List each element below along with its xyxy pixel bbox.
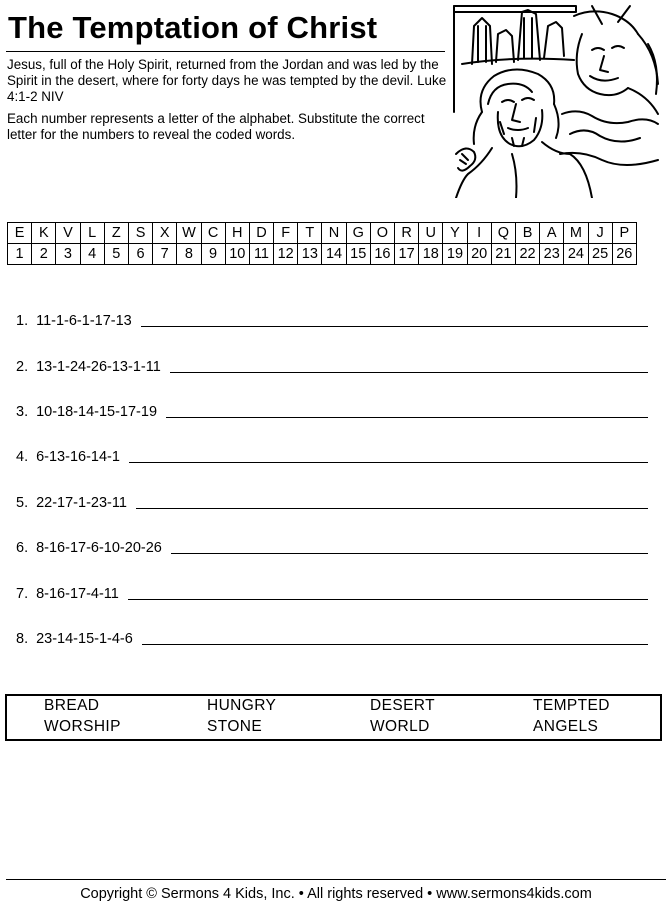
cipher-letter: I (467, 223, 491, 244)
footer-divider (6, 879, 666, 880)
question-7 (16, 580, 648, 602)
question-6 (16, 534, 648, 556)
cipher-number: 19 (443, 244, 467, 265)
answer-line[interactable] (142, 643, 648, 645)
coded-word: 10-18-14-15-17-19 (36, 404, 158, 420)
answer-line[interactable] (166, 416, 648, 418)
coded-word: 11-1-6-1-17-13 (36, 313, 132, 329)
cipher-letter: B (515, 223, 539, 244)
question-4 (16, 443, 648, 465)
cipher-number: 4 (80, 244, 104, 265)
cipher-number: 22 (515, 244, 539, 265)
cipher-number: 23 (540, 244, 564, 265)
question-number: 7. (16, 586, 29, 602)
cipher-letter: R (395, 223, 419, 244)
cipher-letter: L (80, 223, 104, 244)
cipher-letter: D (249, 223, 273, 244)
cipher-letter: U (419, 223, 443, 244)
word-bank-item: STONE (207, 718, 263, 735)
cipher-letter: M (564, 223, 588, 244)
question-number: 8. (16, 631, 29, 647)
cipher-letter: V (56, 223, 80, 244)
cipher-letter: Y (443, 223, 467, 244)
cipher-number: 8 (177, 244, 201, 265)
question-1 (16, 307, 648, 329)
cipher-number: 12 (274, 244, 298, 265)
cipher-number: 16 (370, 244, 394, 265)
cipher-number: 9 (201, 244, 225, 265)
question-number: 3. (16, 404, 29, 420)
cipher-letter: Z (104, 223, 128, 244)
cipher-letter: A (540, 223, 564, 244)
coded-word: 8-16-17-6-10-20-26 (36, 540, 162, 556)
answer-line[interactable] (136, 507, 648, 509)
cipher-key-table (7, 222, 637, 265)
question-number: 1. (16, 313, 29, 329)
instructions: Each number represents a letter of the alphabet. Substitute the correct letter for the numbers to reveal the coded words. (7, 111, 425, 142)
cipher-number: 20 (467, 244, 491, 265)
word-bank-item: TEMPTED (533, 697, 610, 714)
cipher-letter: P (612, 223, 636, 244)
cipher-letter: W (177, 223, 201, 244)
question-5 (16, 489, 648, 511)
cipher-letter: O (370, 223, 394, 244)
cipher-letter: G (346, 223, 370, 244)
coded-word: 22-17-1-23-11 (36, 495, 127, 511)
cipher-letter: J (588, 223, 612, 244)
cipher-letter: N (322, 223, 346, 244)
word-bank-item: HUNGRY (207, 697, 277, 714)
scripture-passage: Jesus, full of the Holy Spirit, returned from the Jordan and was led by the Spirit in the desert, where for forty days he was tempted by the devil. Luke 4:1-2 NIV (7, 57, 447, 104)
cipher-letter: E (8, 223, 32, 244)
copyright-footer: Copyright © Sermons 4 Kids, Inc. • All rights reserved • www.sermons4kids.com (80, 886, 592, 902)
cipher-number: 24 (564, 244, 588, 265)
cipher-number: 13 (298, 244, 322, 265)
intro-text (7, 57, 447, 149)
word-bank-item: ANGELS (533, 718, 599, 735)
cipher-letter: F (274, 223, 298, 244)
coded-word: 6-13-16-14-1 (36, 449, 120, 465)
cipher-letter: H (225, 223, 249, 244)
cipher-letter: Q (491, 223, 515, 244)
page-title: The Temptation of Christ (8, 10, 378, 45)
cipher-number: 5 (104, 244, 128, 265)
question-number: 2. (16, 359, 29, 375)
cipher-number: 17 (395, 244, 419, 265)
cipher-letters-row (8, 223, 637, 244)
cipher-number: 10 (225, 244, 249, 265)
word-bank-item: BREAD (44, 697, 100, 714)
cipher-number: 18 (419, 244, 443, 265)
coded-word: 23-14-15-1-4-6 (36, 631, 133, 647)
word-bank-item: DESERT (370, 697, 435, 714)
jesus-and-devil-illustration (452, 4, 662, 198)
coded-word: 13-1-24-26-13-1-11 (36, 359, 161, 375)
question-2 (16, 353, 648, 375)
cipher-number: 2 (32, 244, 56, 265)
answer-line[interactable] (170, 371, 648, 373)
cipher-number: 1 (8, 244, 32, 265)
cipher-letter: S (128, 223, 152, 244)
cipher-number: 6 (128, 244, 152, 265)
question-3 (16, 398, 648, 420)
cipher-letter: X (153, 223, 177, 244)
answer-line[interactable] (129, 461, 648, 463)
cipher-number: 14 (322, 244, 346, 265)
cipher-number: 7 (153, 244, 177, 265)
coded-word: 8-16-17-4-11 (36, 586, 119, 602)
answer-line[interactable] (171, 552, 648, 554)
cipher-letter: T (298, 223, 322, 244)
cipher-letter: C (201, 223, 225, 244)
cipher-number: 15 (346, 244, 370, 265)
cipher-numbers-row (8, 244, 637, 265)
question-number: 5. (16, 495, 29, 511)
answer-line[interactable] (128, 598, 648, 600)
cipher-number: 21 (491, 244, 515, 265)
title-divider (6, 51, 445, 52)
word-bank (5, 694, 662, 741)
cipher-number: 3 (56, 244, 80, 265)
word-bank-item: WORLD (370, 718, 430, 735)
cipher-number: 26 (612, 244, 636, 265)
word-bank-item: WORSHIP (44, 718, 121, 735)
cipher-number: 25 (588, 244, 612, 265)
question-number: 6. (16, 540, 29, 556)
cipher-number: 11 (249, 244, 273, 265)
question-8 (16, 625, 648, 647)
cipher-letter: K (32, 223, 56, 244)
question-number: 4. (16, 449, 29, 465)
answer-line[interactable] (141, 325, 648, 327)
